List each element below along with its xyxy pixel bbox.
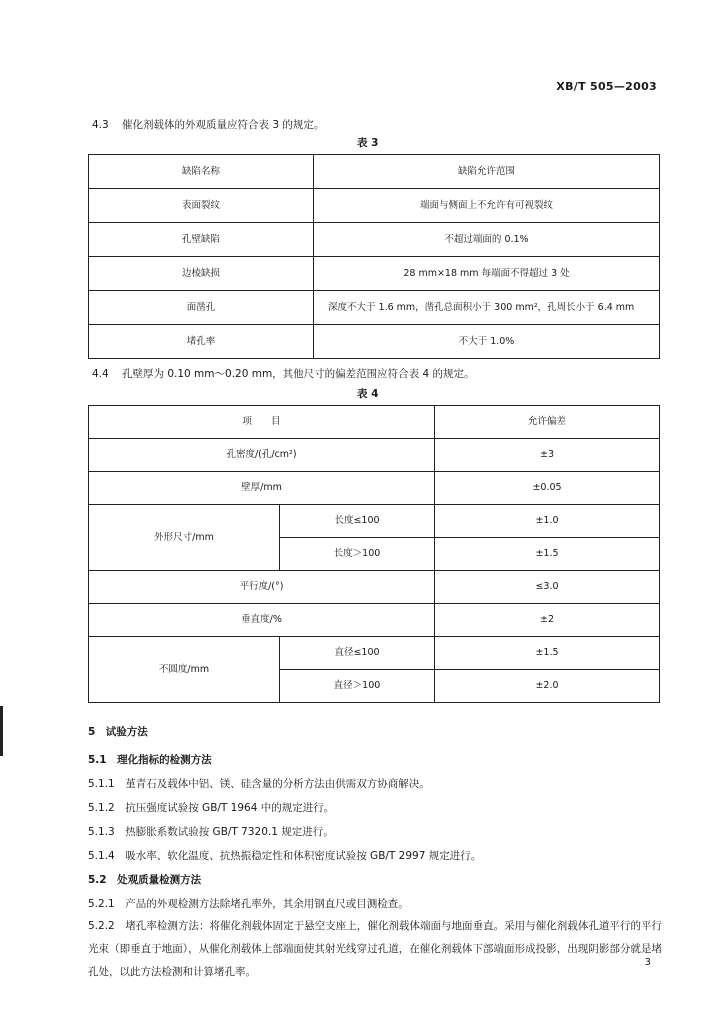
clause-5-1-2: 5.1.2 抗压强度试验按 GB/T 1964 中的规定进行。: [88, 802, 335, 814]
table-row: [89, 291, 660, 325]
table-header-row: [89, 406, 660, 439]
table-row: [89, 223, 660, 257]
table-row: [89, 472, 660, 505]
table-cell: ±2.0: [435, 670, 660, 703]
table-cell: 深度不大于 1.6 mm，凿孔总面积小于 300 mm²，孔周长小于 6.4 mm: [314, 291, 660, 325]
table-row: [89, 439, 660, 472]
table-cell: 不圆度/mm: [89, 637, 280, 703]
table-header-cell: 项 目: [89, 406, 435, 439]
table-cell: 平行度/(°): [89, 571, 435, 604]
table-row: [89, 637, 660, 670]
table-cell: ±1.0: [435, 505, 660, 538]
table-row: [89, 325, 660, 359]
table-cell: 长度＞100: [280, 538, 435, 571]
clause-text: 催化剂载体的外观质量应符合表 3 的规定。: [122, 119, 325, 131]
table-header-row: [89, 155, 660, 189]
clause-text: 孔壁厚为 0.10 mm～0.20 mm，其他尺寸的偏差范围应符合表 4 的规定。: [122, 368, 475, 380]
table-cell: ±0.05: [435, 472, 660, 505]
table-cell: 面凿孔: [89, 291, 314, 325]
table-cell: 直径≤100: [280, 637, 435, 670]
table-cell: ±2: [435, 604, 660, 637]
table-cell: ±1.5: [435, 538, 660, 571]
table-row: [89, 571, 660, 604]
clause-5-1-1: 5.1.1 堇青石及载体中铝、镁、硅含量的分析方法由供需双方协商解决。: [88, 778, 430, 790]
table-cell: 表面裂纹: [89, 189, 314, 223]
table3-caption: 表 3: [357, 137, 379, 149]
table-cell: ≤3.0: [435, 571, 660, 604]
clause-5-2-1: 5.2.1 产品的外观检测方法除堵孔率外，其余用钢直尺或目测检查。: [88, 898, 409, 910]
table-cell: 不超过端面的 0.1%: [314, 223, 660, 257]
table-4: [88, 405, 660, 703]
table-cell: 28 mm×18 mm 每端面不得超过 3 处: [314, 257, 660, 291]
clause-number: 4.4: [92, 368, 109, 380]
clause-number: 4.3: [92, 119, 109, 131]
table-header-cell: 允许偏差: [435, 406, 660, 439]
table-cell: 外形尺寸/mm: [89, 505, 280, 571]
scan-edge-mark: [0, 706, 3, 756]
section-5-1-title: 5.1 理化指标的检测方法: [88, 754, 212, 766]
clause-5-2-2: 5.2.2 堵孔率检测方法：将催化剂载体固定于悬空支座上，催化剂载体端面与地面垂直。采用与催化剂载体孔道平行的平行光束（即垂直于地面），从催化剂载体上部端面使其射光线穿过孔道，在催化剂载体下部端面形成投影，出现阴影部分就是堵孔处，以此方法检测和计算堵孔率。: [88, 920, 662, 978]
table-cell: 直径＞100: [280, 670, 435, 703]
table-cell: 不大于 1.0%: [314, 325, 660, 359]
table4-caption: 表 4: [357, 388, 379, 400]
clause-5-1-3: 5.1.3 热膨胀系数试验按 GB/T 7320.1 规定进行。: [88, 826, 334, 838]
table-cell: 孔密度/(孔/cm²): [89, 439, 435, 472]
table-row: [89, 257, 660, 291]
section-5-2-title: 5.2 处观质量检测方法: [88, 874, 202, 886]
table-header-cell: 缺陷名称: [89, 155, 314, 189]
page-number: 3: [644, 957, 651, 968]
table-cell: 垂直度/%: [89, 604, 435, 637]
section-5-title: 5 试验方法: [88, 726, 148, 738]
table-cell: 长度≤100: [280, 505, 435, 538]
table-cell: ±1.5: [435, 637, 660, 670]
clause-5-1-4: 5.1.4 吸水率、软化温度、抗热振稳定性和体积密度试验按 GB/T 2997 规定进行。: [88, 850, 482, 862]
table-row: [89, 189, 660, 223]
table-row: [89, 604, 660, 637]
table-cell: 壁厚/mm: [89, 472, 435, 505]
table-cell: 端面与侧面上不允许有可视裂纹: [314, 189, 660, 223]
table-header-cell: 缺陷允许范围: [314, 155, 660, 189]
table-cell: ±3: [435, 439, 660, 472]
clause-4-3: [92, 117, 324, 132]
standard-code: XB/T 505—2003: [556, 80, 657, 93]
table-3: [88, 154, 660, 359]
table-cell: 边棱缺损: [89, 257, 314, 291]
table-row: [89, 505, 660, 538]
table-cell: 孔壁缺陷: [89, 223, 314, 257]
table-cell: 堵孔率: [89, 325, 314, 359]
clause-4-4: [92, 366, 475, 381]
